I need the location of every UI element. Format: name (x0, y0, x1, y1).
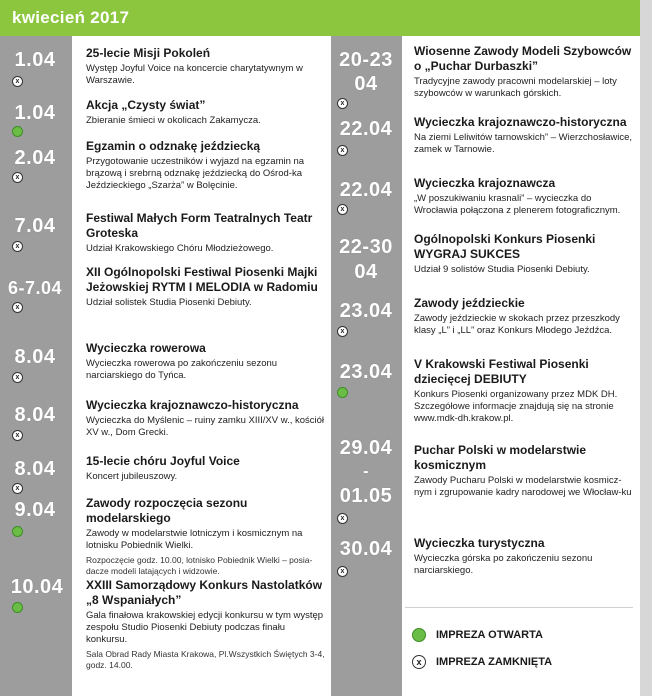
event-description: Zawody Pucharu Polski w modelarstwie kosmicz-nym i zgrupowanie kadry narodowej we Włocław-ku (414, 475, 632, 498)
closed-event-icon: x (337, 326, 348, 337)
event-title: Wiosenne Zawody Modeli Szybowców o „Puchar Durbaszki” (414, 44, 632, 73)
page-edge (640, 0, 652, 696)
event-date: 29.04 (339, 437, 393, 459)
event-item (86, 265, 326, 309)
event-description: Koncert jubileuszowy. (86, 471, 178, 482)
event-item (86, 139, 326, 192)
event-title: Wycieczka krajoznawczo-historyczna (86, 398, 299, 412)
event-description: Konkurs Piosenki organizowany przez MDK DH. Szczegółowe informacje znajdują się na stronie www.mdk-dh.krakow.pl. (414, 389, 618, 424)
event-title: 15-lecie chóru Joyful Voice (86, 454, 240, 468)
month-header (0, 0, 640, 36)
event-title: Ogólnopolski Konkurs Piosenki WYGRAJ SUKCES (414, 232, 596, 261)
open-event-icon (337, 387, 348, 398)
event-description: Udział 9 solistów Studia Piosenki Debiuty. (414, 264, 590, 275)
closed-event-icon: x (337, 204, 348, 215)
closed-event-icon: x (337, 566, 348, 577)
event-description: Gala finałowa krakowskiej edycji konkursu w tym występ zespołu Studio Piosenki Debiuty podczas finału konkursu. (86, 610, 324, 645)
event-date: 10.04 (10, 576, 64, 598)
event-title: V Krakowski Festiwal Piosenki dziecięcej DEBIUTY (414, 357, 589, 386)
event-item (86, 398, 326, 439)
event-description: Zawody jeździeckie w skokach przez przeszkody klasy „L” i „LL” oraz Konkurs Młodego Jeźdźca. (414, 313, 620, 336)
event-date-end: 04 (354, 73, 378, 95)
event-description: Tradycyjne zawody pracowni modelarskiej – loty szybowców w warunkach górskich. (414, 76, 617, 99)
closed-event-icon: x (337, 98, 348, 109)
legend-open-label: IMPREZA OTWARTA (436, 629, 543, 641)
event-date: 1.04 (14, 102, 56, 124)
event-item (414, 44, 636, 100)
open-event-icon (12, 602, 23, 613)
event-description: Zawody w modelarstwie lotniczym i kosmicznym na lotnisku Pobiednik Wielki. (86, 528, 303, 551)
event-description: Udział Krakowskiego Chóru Młodzieżowego. (86, 243, 274, 254)
open-event-icon (12, 126, 23, 137)
event-date: 2.04 (14, 147, 56, 169)
event-date: 8.04 (14, 404, 56, 426)
closed-event-icon: x (337, 145, 348, 156)
event-title: Wycieczka krajoznawczo-historyczna (414, 115, 627, 129)
event-item (414, 176, 636, 217)
event-title: Wycieczka rowerowa (86, 341, 206, 355)
event-description: Zbieranie śmieci w okolicach Zakamycza. (86, 115, 261, 126)
event-title: XXIII Samorządowy Konkurs Nastolatków „8 Wspaniałych” (86, 578, 323, 607)
legend (402, 611, 640, 696)
event-description: Przygotowanie uczestników i wyjazd na egzamin na brązową i srebrną odznakę jeździecką do Ośrod-ka Jeździeckiego „Szarża” w Bolęcinie. (86, 156, 305, 191)
event-date: 20-23 (339, 49, 393, 71)
event-note: Rozpoczęcie godz. 10.00, lotnisko Pobiednik Wielki – posia-dacze modeli latających i widzowie. (86, 555, 313, 576)
event-description: Wycieczka rowerowa po zakończeniu sezonu narciarskiego do Tyńca. (86, 358, 278, 381)
legend-closed-label: IMPREZA ZAMKNIĘTA (436, 656, 553, 668)
event-title: Zawody rozpoczęcia sezonu modelarskiego (86, 496, 248, 525)
event-date: 30.04 (339, 538, 393, 560)
legend-divider (405, 607, 633, 608)
month-title: kwiecień 2017 (12, 8, 130, 27)
closed-event-icon: x (12, 430, 23, 441)
event-item (86, 98, 326, 127)
event-date: 22-30 (339, 236, 393, 258)
event-item (414, 115, 636, 156)
event-date-end: 04 (354, 261, 378, 283)
event-title: Festiwal Małych Form Teatralnych Teatr Groteska (86, 211, 313, 240)
closed-event-icon: x (12, 302, 23, 313)
event-title: Wycieczka krajoznawcza (414, 176, 556, 190)
event-date: 8.04 (14, 346, 56, 368)
event-date: 22.04 (339, 179, 393, 201)
closed-event-icon: x (12, 172, 23, 183)
open-event-icon (412, 628, 426, 642)
closed-event-icon: x (412, 655, 426, 669)
event-title: Puchar Polski w modelarstwie kosmicznym (414, 443, 587, 472)
event-item (414, 443, 636, 499)
event-title: 25-lecie Misji Pokoleń (86, 46, 211, 60)
event-item (414, 232, 636, 276)
closed-event-icon: x (12, 241, 23, 252)
event-item (86, 496, 326, 577)
legend-closed (412, 655, 552, 669)
event-item (414, 357, 636, 425)
event-item (414, 536, 636, 577)
event-date: 6-7.04 (7, 278, 63, 298)
event-title: Wycieczka turystyczna (414, 536, 545, 550)
event-item (86, 46, 326, 87)
event-item (86, 454, 326, 483)
open-event-icon (12, 526, 23, 537)
event-date: 22.04 (339, 118, 393, 140)
event-description: Wycieczka do Myślenic – ruiny zamku XIII/XV w., kościół XV w., Dom Grecki. (86, 415, 325, 438)
event-item (86, 211, 326, 255)
event-description: Na ziemi Leliwitów tarnowskich” – Wierzchosławice, zamek w Tarnowie. (414, 132, 633, 155)
event-date: 9.04 (14, 499, 56, 521)
event-item (86, 341, 326, 382)
event-date: 7.04 (14, 215, 56, 237)
event-date: 8.04 (14, 458, 56, 480)
event-date-separator: - (363, 463, 369, 480)
event-note: Sala Obrad Rady Miasta Krakowa, Pl.Wszystkich Świętych 3-4, godz. 14.00. (86, 649, 325, 670)
event-title: Zawody jeździeckie (414, 296, 525, 310)
event-date: 1.04 (14, 49, 56, 71)
event-date: 23.04 (339, 300, 393, 322)
event-description: Udział solistek Studia Piosenki Debiuty. (86, 297, 252, 308)
event-date: 23.04 (339, 361, 393, 383)
closed-event-icon: x (337, 513, 348, 524)
event-description: „W poszukiwaniu krasnali” – wycieczka do Wrocławia połączona z plenerem fotograficznym. (414, 193, 621, 216)
event-title: Egzamin o odznakę jeździecką (86, 139, 261, 153)
event-description: Występ Joyful Voice na koncercie charytatywnym w Warszawie. (86, 63, 303, 86)
event-item (414, 296, 636, 337)
closed-event-icon: x (12, 76, 23, 87)
event-item (86, 578, 326, 671)
closed-event-icon: x (12, 372, 23, 383)
event-title: Akcja „Czysty świat” (86, 98, 206, 112)
legend-open (412, 628, 543, 642)
event-description: Wycieczka górska po zakończeniu sezonu narciarskiego. (414, 553, 593, 576)
event-date-end: 01.05 (339, 485, 393, 507)
event-title: XII Ogólnopolski Festiwal Piosenki Majki Jeżowskiej RYTM I MELODIA w Radomiu (86, 265, 318, 294)
closed-event-icon: x (12, 483, 23, 494)
